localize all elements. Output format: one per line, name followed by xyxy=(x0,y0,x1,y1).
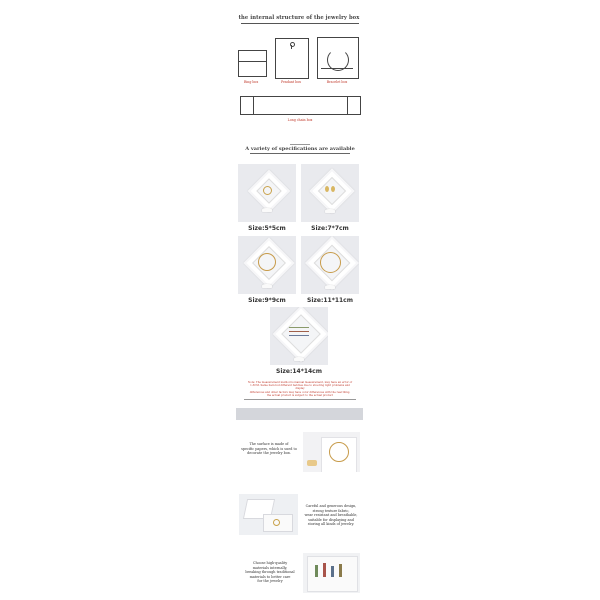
feature-line: Choose high-quality xyxy=(252,561,288,565)
note-divider xyxy=(244,399,356,400)
size-label-14x14: Size:14*14cm xyxy=(276,368,322,375)
product-photo-7x7 xyxy=(301,164,359,222)
pendant-box-diagram xyxy=(275,38,309,79)
long-chain-box-caption: Long chain box xyxy=(287,118,313,122)
necklace-icon xyxy=(289,327,309,328)
bracelet-icon xyxy=(258,253,276,271)
feature-line: Careful and generous design, xyxy=(305,504,357,508)
feature-line: specific papers, which is used to xyxy=(241,446,297,451)
feature-line: wear resistant and breathable, xyxy=(304,513,358,518)
size-label-5x5: Size:5*5cm xyxy=(248,225,286,232)
page-title: the internal structure of the jewelry box xyxy=(238,15,360,21)
feature-photo-surface xyxy=(303,432,360,472)
earring-icon xyxy=(331,186,335,192)
feature-text-design xyxy=(302,504,360,527)
earring-icon xyxy=(323,563,326,577)
earring-icon xyxy=(315,565,318,577)
feature-text-materials xyxy=(241,561,299,584)
earring-icon xyxy=(325,186,329,192)
measurement-note xyxy=(246,381,354,397)
section-band xyxy=(236,408,363,420)
product-photo-9x9 xyxy=(238,236,296,294)
feature-line: materials internally, xyxy=(252,565,288,570)
feature-line: storing all kinds of jewelry. xyxy=(307,522,355,527)
note-line: differences and other factors may have color differences with the real thing, xyxy=(249,390,351,394)
feature-line: suitable for displaying and xyxy=(308,517,354,522)
size-label-11x11: Size:11*11cm xyxy=(307,297,353,304)
spec-heading: A variety of specifications are available xyxy=(245,146,355,152)
ring-box-caption: Ring box xyxy=(243,80,259,84)
ring-box-diagram xyxy=(238,50,267,77)
necklace-icon xyxy=(289,335,309,336)
earring-icon xyxy=(331,566,334,577)
bangle-icon xyxy=(320,252,341,273)
necklace-icon xyxy=(289,331,309,332)
long-chain-box-diagram xyxy=(240,96,361,115)
feature-line: for the jewelry xyxy=(257,579,283,584)
feature-line: The surface is made of xyxy=(249,442,289,446)
title-underline xyxy=(241,23,359,24)
product-photo-5x5 xyxy=(238,164,296,222)
note-line: 1-3CM. Same item but different batches due to shooting light problems and display xyxy=(250,384,350,391)
bracelet-box-caption: Bracelet box xyxy=(326,80,348,84)
ring-icon xyxy=(273,519,280,526)
product-photo-11x11 xyxy=(301,236,359,294)
feature-line: decorate the jewelry box. xyxy=(247,451,291,456)
feature-text-surface xyxy=(240,442,298,456)
note-line: Note: The measurement method is manual measurement, may have an error of xyxy=(247,381,353,384)
bracelet-box-diagram xyxy=(317,37,359,79)
size-label-9x9: Size:9*9cm xyxy=(248,297,286,304)
note-line: the actual product is subject to the actual product xyxy=(266,393,334,397)
feature-line: materials to better care xyxy=(249,574,291,579)
feature-photo-design xyxy=(239,494,298,535)
spec-heading-underline xyxy=(250,153,350,154)
size-label-7x7: Size:7*7cm xyxy=(311,225,349,232)
feature-line: strong texture fabric, xyxy=(312,508,350,513)
feature-photo-materials xyxy=(303,553,360,593)
pendant-box-caption: Pendant box xyxy=(281,80,301,84)
ring-icon xyxy=(263,186,272,195)
earring-icon xyxy=(339,564,342,577)
product-photo-14x14 xyxy=(270,307,328,365)
bangle-icon xyxy=(329,442,349,462)
feature-line: breaking through traditional xyxy=(245,570,295,575)
